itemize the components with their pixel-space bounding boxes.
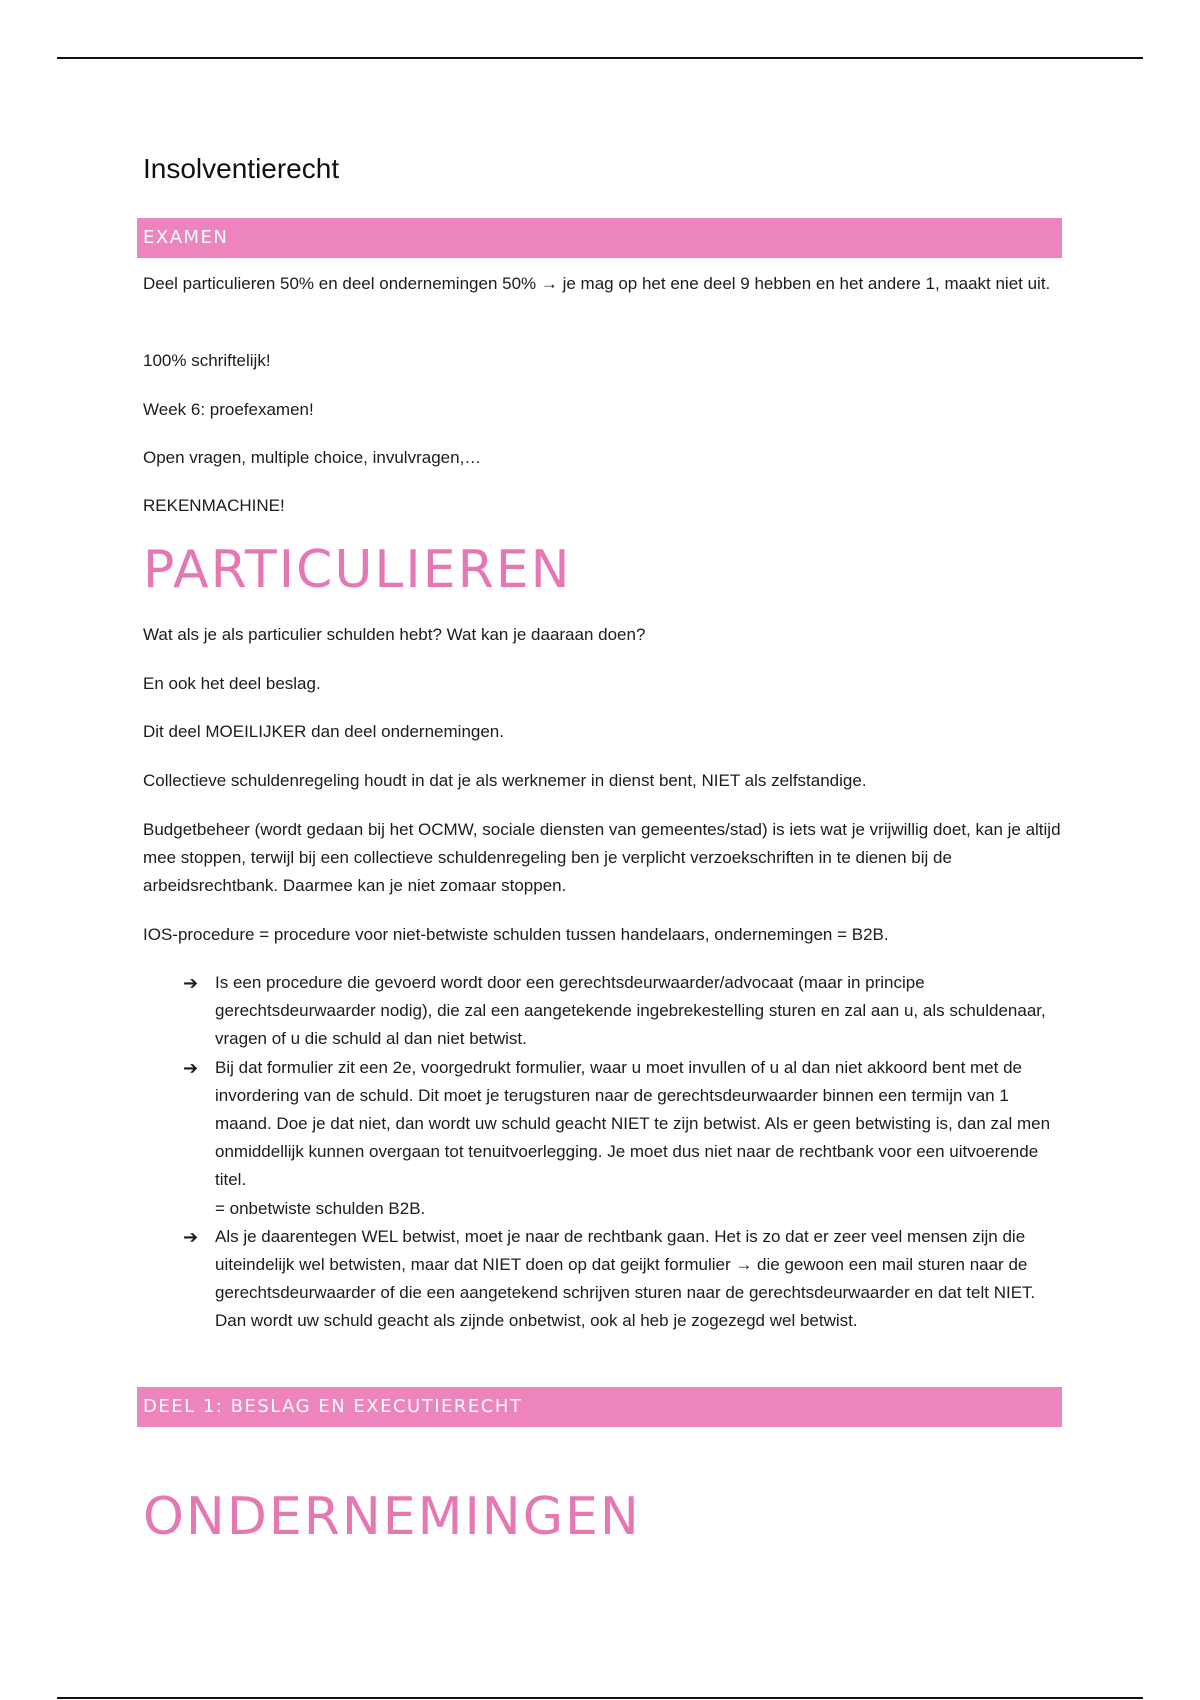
section-heading-examen: EXAMEN [137, 218, 1062, 258]
heading-particulieren: PARTICULIEREN [143, 540, 572, 600]
paragraph: REKENMACHINE! [143, 496, 285, 515]
arrow-icon: ➔ [183, 1057, 199, 1078]
paragraph: Budgetbeheer (wordt gedaan bij het OCMW, sociale diensten van gemeentes/stad) is iets wat je vrijwillig doet, kan je altijd mee stoppen, terwijl bij een collectieve schuldenregeling ben je verplicht verzoekschriften in te dienen bij de arbeidsrechtbank. Daarmee kan je niet zomaar stoppen. [143, 820, 1061, 895]
paragraph: 100% schriftelijk! [143, 351, 271, 370]
paragraph: En ook het deel beslag. [143, 674, 321, 693]
bullet-list [183, 969, 1063, 1336]
header-rule [57, 57, 1143, 59]
list-item [183, 1054, 1063, 1223]
arrow-icon: ➔ [183, 1226, 199, 1247]
paragraph: Open vragen, multiple choice, invulvragen,… [143, 448, 482, 467]
list-item-note: = onbetwiste schulden B2B. [215, 1198, 426, 1218]
list-item-text: Bij dat formulier zit een 2e, voorgedrukt formulier, waar u moet invullen of u al dan niet akkoord bent met de invordering van de schuld. Dit moet je terugsturen naar de gerechtsdeurwaarder binnen een termijn van 1 maand. Doe je dat niet, dan wordt uw schuld geacht NIET te zijn betwist. Als er geen betwisting is, dan zal men onmiddellijk kunnen overgaan tot tenuitvoerlegging. Je moet dus niet naar de rechtbank voor een uitvoerende titel. [215, 1057, 1051, 1190]
footer-rule [57, 1697, 1143, 1699]
list-item [183, 969, 1063, 1054]
paragraph: Collectieve schuldenregeling houdt in dat je als werknemer in dienst bent, NIET als zelfstandige. [143, 771, 867, 790]
list-item [183, 1223, 1063, 1336]
paragraph: Dit deel MOEILIJKER dan deel ondernemingen. [143, 722, 504, 741]
paragraph: Wat als je als particulier schulden hebt? Wat kan je daaraan doen? [143, 625, 646, 644]
document-title: Insolventierecht [143, 153, 340, 184]
arrow-icon: ➔ [183, 973, 199, 993]
paragraph: IOS-procedure = procedure voor niet-betwiste schulden tussen handelaars, ondernemingen = B2B. [143, 925, 889, 944]
list-item-text: Is een procedure die gevoerd wordt door een gerechtsdeurwaarder/advocaat (maar in principe gerechtsdeurwaarder nodig), die zal een aangetekende ingebrekestelling sturen en zal aan u, als schuldenaar, vragen of u die schuld al dan niet betwist. [215, 973, 1046, 1049]
paragraph: Week 6: proefexamen! [143, 400, 314, 419]
section-heading-deel1: DEEL 1: BESLAG EN EXECUTIERECHT [137, 1387, 1062, 1427]
heading-ondernemingen: ONDERNEMINGEN [143, 1487, 641, 1547]
list-item-text: Als je daarentegen WEL betwist, moet je naar de rechtbank gaan. Het is zo dat er zeer veel mensen zijn die uiteindelijk wel betwisten, maar dat NIET doen op dat geijkt formulier → die gewoon een mail sturen naar de gerechtsdeurwaarder of die een aangetekend schrijven sturen naar de gerechtsdeurwaarder en dat telt NIET. Dan wordt uw schuld geacht als zijnde onbetwist, ook al heb je zogezegd wel betwist. [215, 1226, 1036, 1331]
paragraph: Deel particulieren 50% en deel ondernemingen 50% → je mag op het ene deel 9 hebben en het andere 1, maakt niet uit. [143, 274, 1051, 293]
